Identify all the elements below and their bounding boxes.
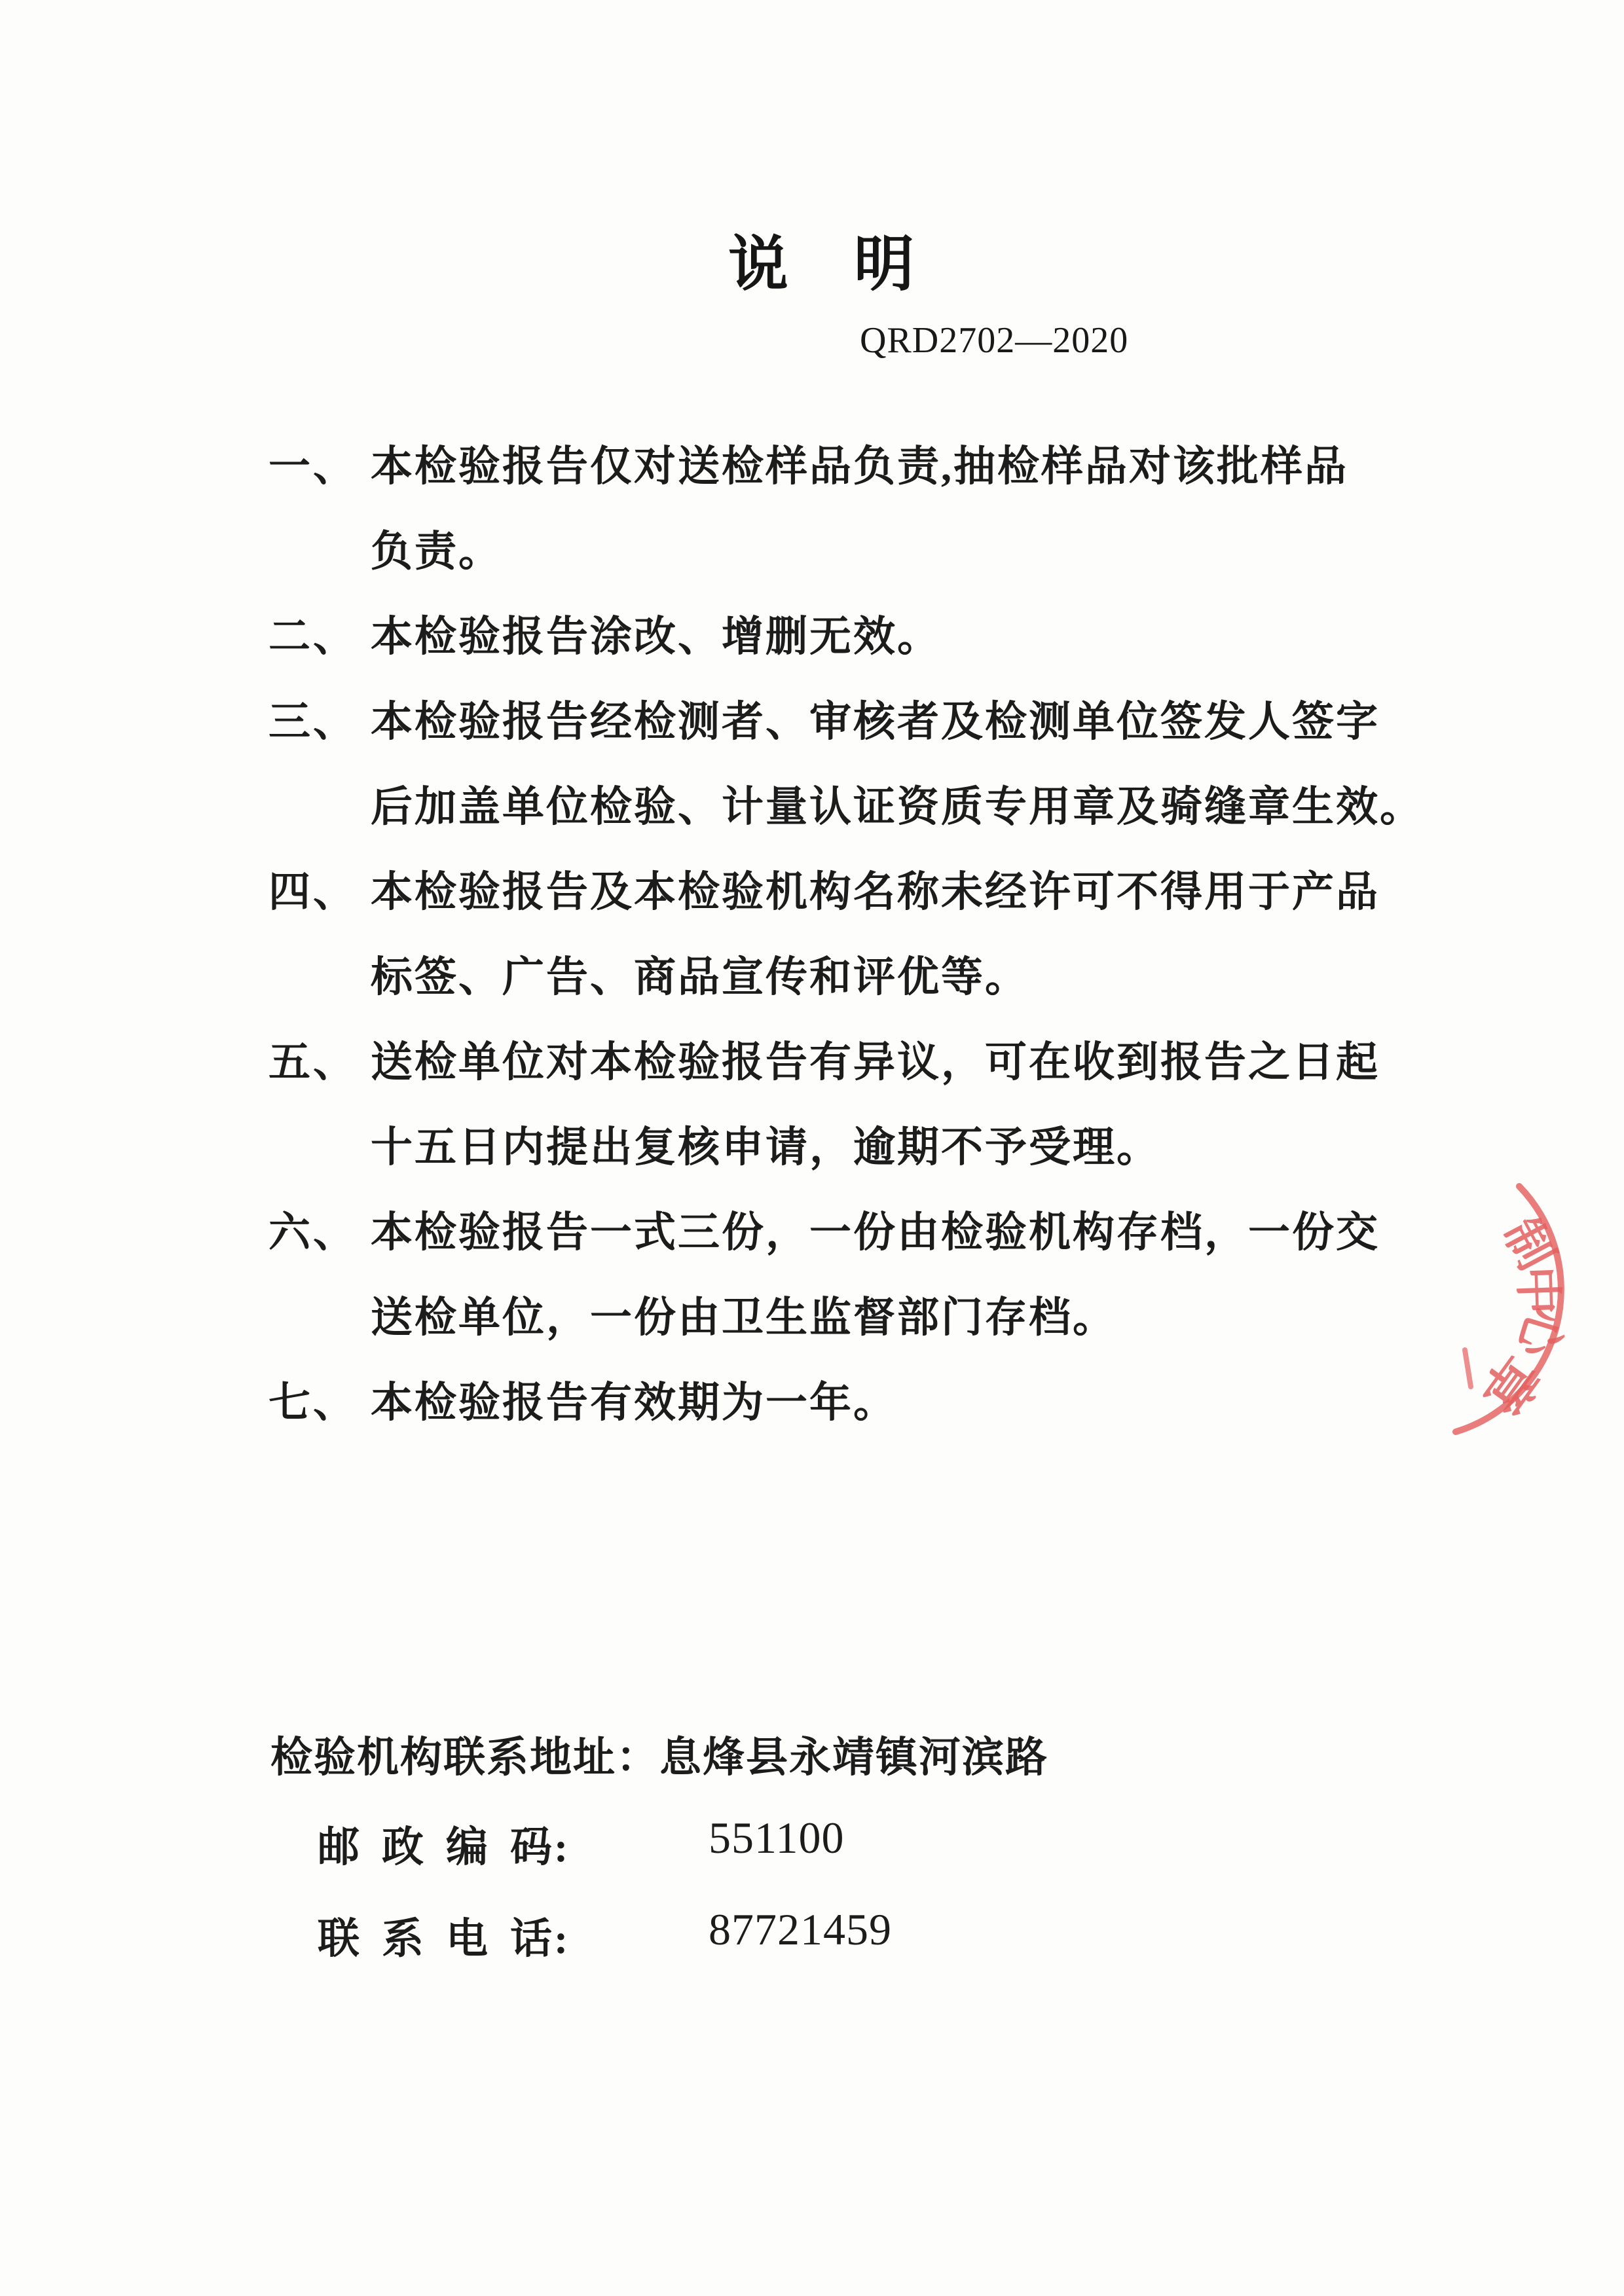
address-value: 息烽县永靖镇河滨路 <box>659 1734 1048 1781</box>
note-number: 二、 <box>268 613 358 660</box>
note-number: 三、 <box>268 699 358 745</box>
note-line: 十五日内提出复核申请，逾期不予受理。 <box>371 1124 1160 1171</box>
agency-address <box>270 1724 1048 1784</box>
stamp-char-zhang: 章 <box>1467 1343 1550 1425</box>
note-line: 本检验报告有效期为一年。 <box>371 1379 897 1426</box>
note-line: 本检验报告及本检验机构名称未经许可不得用于产品 <box>371 869 1380 915</box>
note-line: 本检验报告仅对送检样品负责,抽检样品对该批样品 <box>371 443 1348 490</box>
note-number: 七、 <box>268 1379 358 1426</box>
note-line: 本检验报告经检测者、审核者及检测单位签发人签字 <box>371 699 1380 745</box>
note-item-6 <box>268 1190 1408 1360</box>
stamp-stroke-fragment <box>1465 1350 1471 1387</box>
note-number: 六、 <box>268 1209 358 1256</box>
note-item-3 <box>268 680 1424 850</box>
note-item-7 <box>268 1360 1408 1446</box>
stamp-char-zhong: 中 <box>1509 1265 1565 1316</box>
stamp-char-zhi: 制 <box>1492 1210 1563 1279</box>
note-line: 送检单位对本检验报告有异议，可在收到报告之日起 <box>371 1039 1380 1085</box>
note-item-4 <box>268 850 1408 1020</box>
note-number: 一、 <box>268 443 358 490</box>
note-item-5 <box>268 1020 1408 1190</box>
note-line: 本检验报告涂改、增删无效。 <box>371 613 941 660</box>
address-label: 检验机构联系地址： <box>270 1734 659 1781</box>
stamp-char-xin: 心 <box>1506 1301 1572 1364</box>
phone-label: 联 系 电 话: <box>318 1916 570 1962</box>
postcode-value: 551100 <box>709 1813 845 1863</box>
postcode-label: 邮 政 编 码: <box>318 1824 570 1870</box>
note-line: 本检验报告一式三份，一份由检验机构存档，一份交 <box>371 1209 1380 1256</box>
note-line: 送检单位，一份由卫生监督部门存档。 <box>371 1294 1116 1341</box>
notes-list <box>268 424 1424 1446</box>
note-line: 负责。 <box>371 528 502 575</box>
note-item-2 <box>268 594 1408 680</box>
note-line: 后加盖单位检验、计量认证资质专用章及骑缝章生效。 <box>371 784 1424 830</box>
note-item-1 <box>268 424 1408 594</box>
stamp-arc <box>1456 1186 1561 1432</box>
note-line: 标签、广告、商品宣传和评优等。 <box>371 954 1029 1000</box>
page-title: 说 明 <box>728 231 917 298</box>
note-number: 五、 <box>268 1039 358 1085</box>
document-number: QRD2702—2020 <box>860 320 1129 361</box>
phone-value: 87721459 <box>709 1904 892 1954</box>
note-number: 四、 <box>268 869 358 915</box>
